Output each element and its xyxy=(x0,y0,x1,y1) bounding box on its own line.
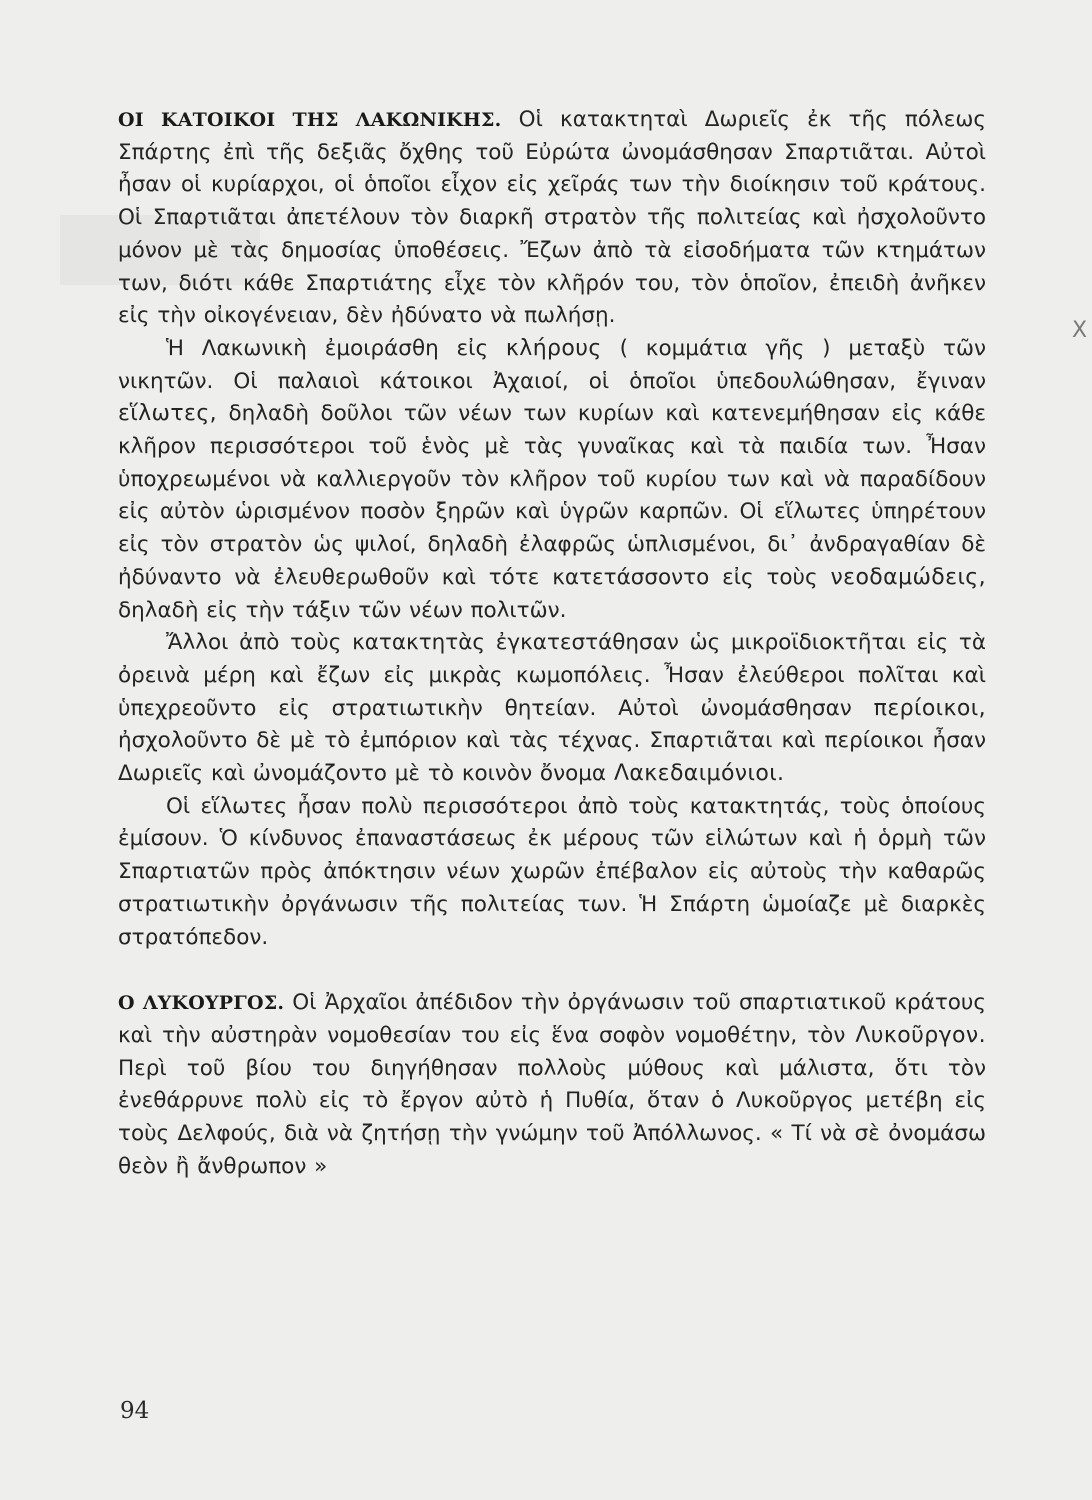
term-klirous: κλήρους xyxy=(505,335,602,361)
text-run: Περὶ τοῦ βίου του διηγήθησαν πολλοὺς μύθους καὶ μάλιστα, ὅτι τὸν ἐνεθάρρυνε πολὺ εἰς τὸ ἔργον αὐτὸ ἡ Πυθία, ὅταν ὁ Λυκοῦργος μετέβη εἰς τοὺς Δελφούς, διὰ νὰ ζητήσῃ τὴν γνώμην τοῦ Ἀπόλλωνος. « Τί νὰ σὲ ὀνομάσω θεὸν ἢ ἄνθρωπον » xyxy=(118,1055,986,1179)
section2-paragraph-1 xyxy=(118,987,986,1183)
section2-heading: Ο ΛΥΚΟΥΡΓΟΣ. xyxy=(118,992,285,1015)
text-run: δηλαδὴ εἰς τὴν τάξιν τῶν νέων πολιτῶν. xyxy=(118,597,567,623)
text-run: δηλαδὴ δοῦλοι τῶν νέων των κυρίων καὶ κατενεμήθησαν εἰς κάθε κλῆρον περισσότεροι τοῦ ἑνὸς μὲ τὰς γυναῖκας καὶ τὰ παιδία των. Ἦσαν ὑποχρεωμένοι νὰ καλλιεργοῦν τὸν κλῆρον τοῦ κυρίου των καὶ νὰ παραδίδουν εἰς αὐτὸν ὡρισμένον ποσὸν ξηρῶν καὶ ὑγρῶν καρπῶν. Οἱ εἵλωτες ὑπηρέτουν εἰς τὸν στρατὸν ὡς ψιλοί, δηλαδὴ ἐλαφρῶς ὡπλισμένοι, δι᾿ ἀνδραγαθίαν δὲ ἠδύναντο νὰ ἐλευθερωθοῦν καὶ τότε κατετάσσοντο εἰς τοὺς xyxy=(118,401,986,590)
text-run: Οἱ Ἀρχαῖοι ἀπέδιδον τὴν ὀργάνωσιν τοῦ σπαρτιατικοῦ κράτους καὶ τὴν αὐστηρὰν νομοθεσίαν του εἰς ἕνα σοφὸν νομοθέτην, τὸν xyxy=(118,990,986,1048)
term-lakedaimonioi: Λακεδαιμόνιοι. xyxy=(613,761,785,787)
text-run: ( κομμάτια γῆς ) μεταξὺ τῶν νικητῶν. Οἱ παλαιοὶ κάτοικοι Ἀχαιοί, οἱ ὁποῖοι ὑπεδουλώθησαν, ἔγιναν xyxy=(118,335,987,394)
text-run: Ἡ Λακωνικὴ ἐμοιράσθη εἰς xyxy=(166,335,489,361)
section1-paragraph-2 xyxy=(118,333,986,627)
section1-paragraph-3 xyxy=(118,627,986,791)
term-neodamodeis: νεοδαμώδεις, xyxy=(830,564,986,590)
section-divider xyxy=(118,954,986,987)
section1-p1-text: Οἱ κατακτηταὶ Δωριεῖς ἐκ τῆς πόλεως Σπάρτης ἐπὶ τῆς δεξιᾶς ὄχθης τοῦ Εὐρώτα ὠνομάσθησαν Σπαρτιᾶται. Αὐτοὶ ἦσαν οἱ κυρίαρχοι, οἱ ὁποῖοι εἶχον εἰς χεῖράς των τὴν διοίκησιν τοῦ κράτους. Οἱ Σπαρτιᾶται ἀπετέλουν τὸν διαρκῆ στρατὸν τῆς πολιτείας καὶ ἠσχολοῦντο μόνον μὲ τὰς δημοσίας ὑποθέσεις. Ἔζων ἀπὸ τὰ εἰσοδήματα τῶν κτημάτων των, διότι κάθε Σπαρτιάτης εἶχε τὸν κλῆρόν του, τὸν ὁποῖον, ἐπειδὴ ἀνῆκεν εἰς τὴν οἰκογένειαν, δὲν ἠδύνατο νὰ πωλήσῃ. xyxy=(118,107,986,329)
term-eilotes: εἵλωτες, xyxy=(118,401,218,427)
section1-paragraph-1 xyxy=(118,104,986,333)
text-run: Ἄλλοι ἀπὸ τοὺς κατακτητὰς ἐγκατεστάθησαν ὡς μικροϊδιοκτῆται εἰς τὰ ὀρεινὰ μέρη καὶ ἔζων εἰς μικρὰς κωμοπόλεις. Ἦσαν ἐλεύθεροι πολῖται καὶ ὑπεχρεοῦντο εἰς στρατιωτικὴν θητείαν. Αὐτοὶ ὠνομάσθησαν xyxy=(118,630,986,721)
text-run: ἠσχολοῦντο δὲ μὲ τὸ ἐμπόριον καὶ τὰς τέχνας. Σπαρτιᾶται καὶ περίοικοι ἦσαν Δωριεῖς καὶ ὠνομάζοντο μὲ τὸ κοινὸν ὄνομα xyxy=(118,728,986,787)
page-text xyxy=(118,104,986,1184)
term-perioikoi: περίοικοι, xyxy=(873,695,986,721)
term-lykourgos: Λυκοῦργον. xyxy=(855,1022,986,1048)
page-number: 94 xyxy=(120,1398,150,1424)
margin-mark: X xyxy=(1072,318,1088,343)
section1-heading: ΟΙ ΚΑΤΟΙΚΟΙ ΤΗΣ ΛΑΚΩΝΙΚΗΣ. xyxy=(118,109,502,131)
section1-paragraph-4: Οἱ εἵλωτες ἦσαν πολὺ περισσότεροι ἀπὸ τοὺς κατακτητάς, τοὺς ὁποίους ἐμίσουν. Ὁ κίνδυνος ἐπαναστάσεως ἐκ μέρους τῶν εἱλώτων καὶ ἡ ὁρμὴ τῶν Σπαρτιατῶν πρὸς ἀπόκτησιν νέων χωρῶν ἐπέβαλον εἰς αὐτοὺς τὴν καθαρῶς στρατιωτικὴν ὀργάνωσιν τῆς πολιτείας των. Ἡ Σπάρτη ὡμοίαζε μὲ διαρκὲς στρατόπεδον. xyxy=(118,793,986,950)
